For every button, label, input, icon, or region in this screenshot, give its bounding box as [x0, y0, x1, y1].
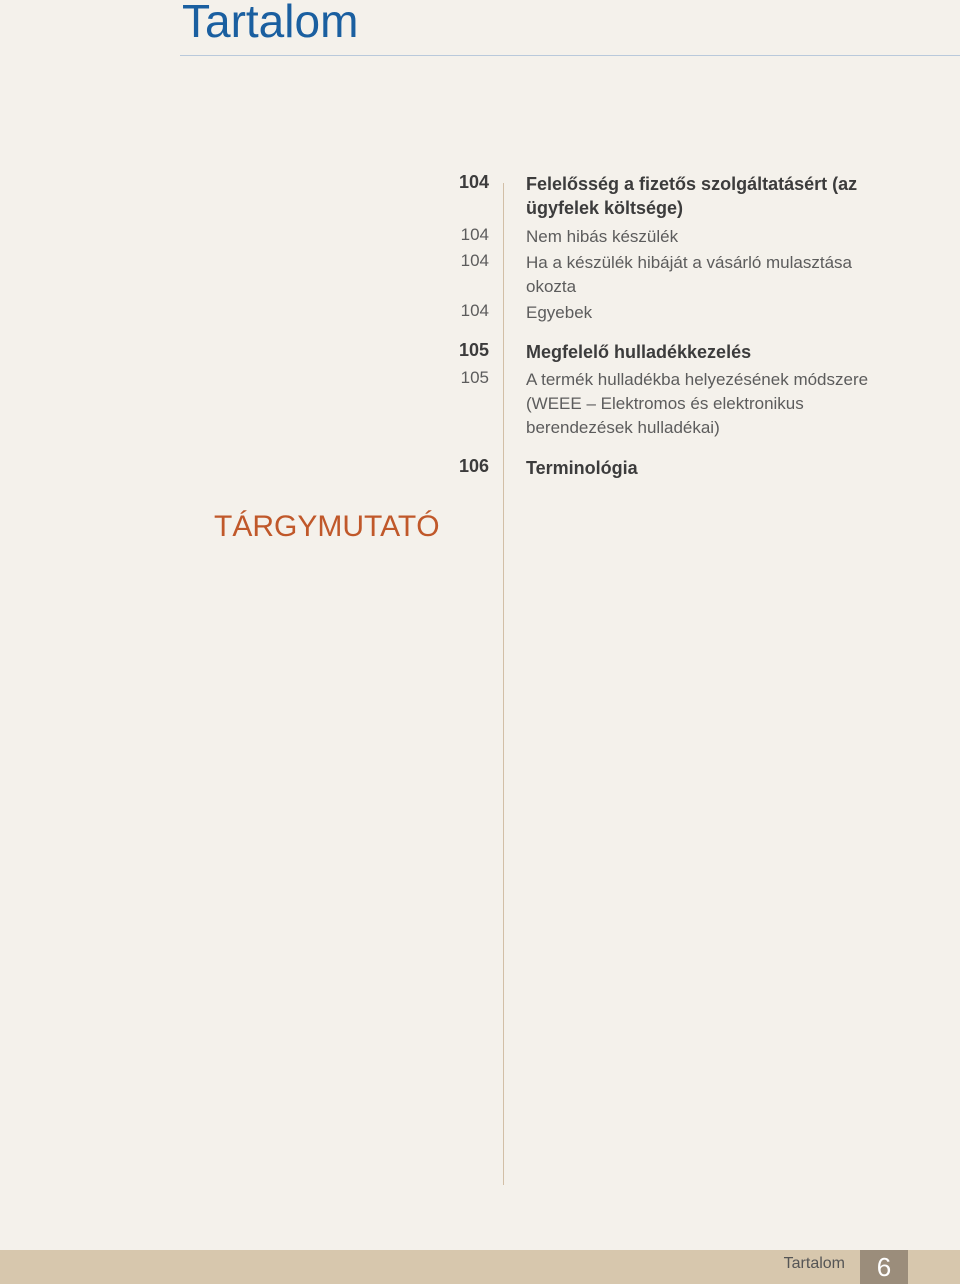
toc-divider [503, 183, 504, 1185]
index-heading[interactable]: TÁRGYMUTATÓ [214, 510, 440, 543]
toc-page-number: 105 [460, 368, 489, 387]
toc-page-number: 104 [460, 225, 489, 244]
toc-page-number: 104 [460, 301, 489, 320]
toc-entry-title: Nem hibás készülék [526, 227, 679, 246]
title-rule [180, 55, 960, 56]
toc-entry-title: Felelősség a fizetős szolgáltatásért (az ügyfelek költsége) [526, 174, 858, 218]
toc-page-number: 104 [458, 172, 489, 192]
toc-entry-title: Terminológia [526, 458, 638, 478]
toc-entry-title: Megfelelő hulladékkezelés [526, 342, 752, 362]
toc-page-number: 105 [458, 340, 489, 360]
toc-page-number: 104 [460, 251, 489, 270]
footer-section-label: Tartalom [783, 1255, 845, 1272]
toc-page-number: 106 [458, 456, 489, 476]
toc-entry-title: A termék hulladékba helyezésének módszere (WEEE – Elektromos és elektronikus berendezések hulladékai) [526, 370, 869, 437]
toc-entry-title: Ha a készülék hibáját a vásárló mulasztása okozta [526, 253, 852, 296]
toc-entry-title: Egyebek [526, 303, 593, 322]
page-number-box: 6 [860, 1250, 908, 1284]
page-title: Tartalom [182, 0, 359, 47]
